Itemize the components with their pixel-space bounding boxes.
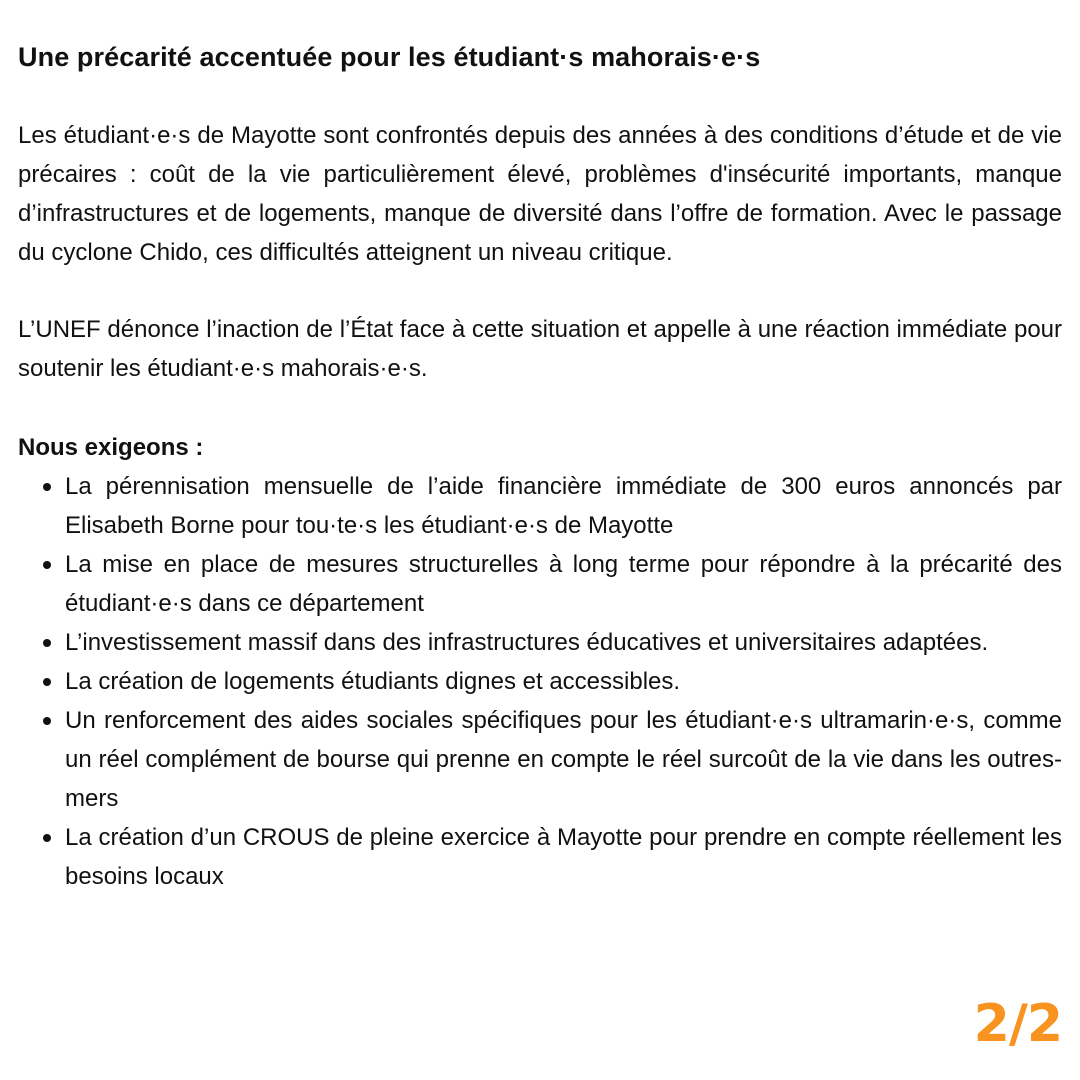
demand-text: La création de logements étudiants dignes et accessibles.	[65, 668, 681, 695]
page-indicator: 2/2	[973, 994, 1062, 1054]
bullet-icon	[43, 717, 51, 725]
bullet-icon	[43, 834, 51, 842]
appeal-paragraph: L’UNEF dénonce l’inaction de l’État face à cette situation et appelle à une réaction immédiate pour soutenir les étudiant·e·s mahorais·e·s.	[18, 316, 1062, 382]
bullet-icon	[43, 561, 51, 569]
demand-text: La mise en place de mesures structurelles à long terme pour répondre à la précarité des étudiant·e·s dans ce département	[65, 551, 1062, 617]
demand-text: Un renforcement des aides sociales spécifiques pour les étudiant·e·s ultramarin·e·s, comme un réel complément de bourse qui prenne en compte le réel surcoût de la vie dans les outres-mers	[65, 707, 1062, 812]
bullet-icon	[43, 639, 51, 647]
demand-item	[65, 701, 1062, 818]
bullet-icon	[43, 678, 51, 686]
demand-text: L’investissement massif dans des infrastructures éducatives et universitaires adaptées.	[65, 629, 989, 656]
demands-list	[18, 467, 1062, 896]
demand-text: La pérennisation mensuelle de l’aide financière immédiate de 300 euros annoncés par Elisabeth Borne pour tou·te·s les étudiant·e·s de Mayotte	[65, 473, 1062, 539]
demand-text: La création d’un CROUS de pleine exercice à Mayotte pour prendre en compte réellement les besoins locaux	[65, 824, 1062, 890]
bullet-icon	[43, 483, 51, 491]
page-title: Une précarité accentuée pour les étudiant·s mahorais·e·s	[18, 42, 761, 72]
demands-heading: Nous exigeons :	[18, 434, 204, 461]
demand-item	[65, 467, 1062, 545]
demand-item	[65, 623, 1062, 662]
demand-item	[65, 545, 1062, 623]
demand-item	[65, 662, 1062, 701]
document-body	[18, 38, 1062, 896]
intro-paragraph: Les étudiant·e·s de Mayotte sont confrontés depuis des années à des conditions d’étude et de vie précaires : coût de la vie particulièrement élevé, problèmes d'insécurité importants, manque d’infrastructures et de logements, manque de diversité dans l’offre de formation. Avec le passage du cyclone Chido, ces difficultés atteignent un niveau critique.	[18, 122, 1062, 266]
demand-item	[65, 818, 1062, 896]
